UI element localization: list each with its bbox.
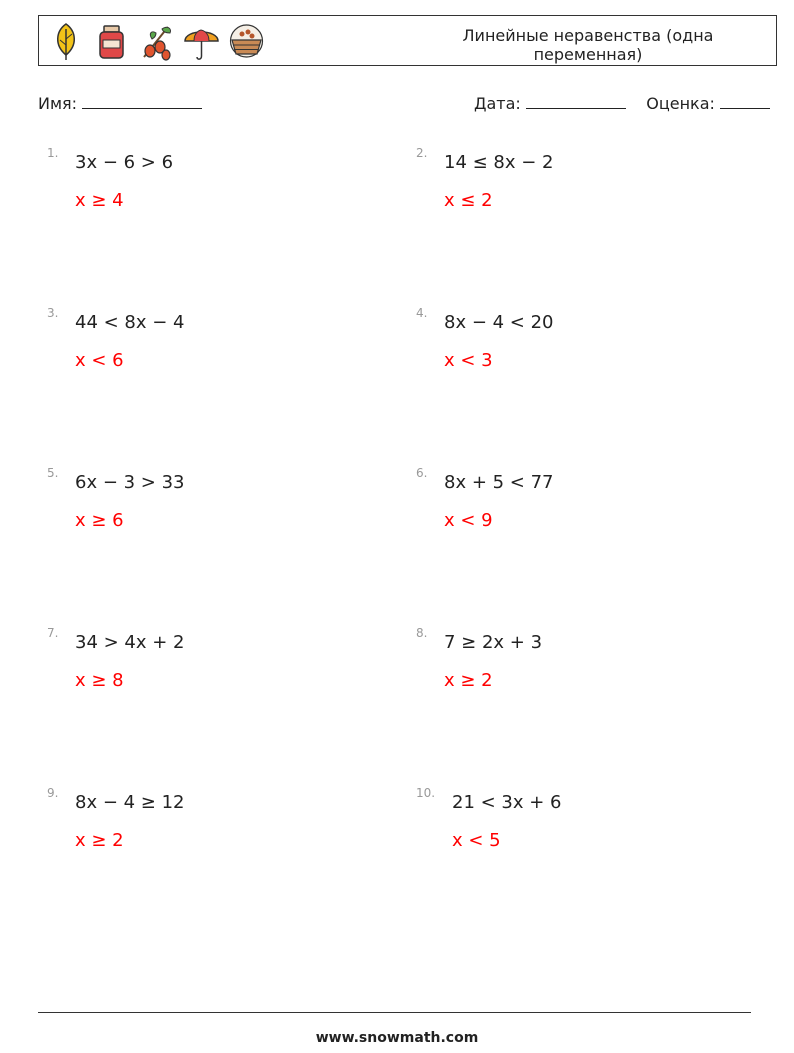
problem-answer: x ≥ 4 bbox=[75, 190, 124, 211]
problem-number: 3. bbox=[47, 306, 59, 320]
problem-5 bbox=[47, 466, 377, 586]
problem-6 bbox=[416, 466, 746, 586]
problem-number: 8. bbox=[416, 626, 428, 640]
problem-answer: x < 3 bbox=[444, 350, 493, 371]
name-field bbox=[38, 94, 202, 113]
problem-2 bbox=[416, 146, 746, 266]
problem-4 bbox=[416, 306, 746, 426]
problem-expression: 7 ≥ 2x + 3 bbox=[444, 632, 543, 653]
problem-1 bbox=[47, 146, 377, 266]
grade-label: Оценка: bbox=[646, 94, 715, 113]
worksheet-title: Линейные неравенства (одна переменная) bbox=[462, 26, 714, 64]
footer-site-link[interactable]: www.snowmath.com bbox=[315, 1030, 479, 1046]
problem-expression: 3x − 6 > 6 bbox=[75, 152, 174, 173]
problem-number: 6. bbox=[416, 466, 428, 480]
problem-expression: 6x − 3 > 33 bbox=[75, 472, 185, 493]
basket-icon bbox=[228, 21, 265, 61]
problem-answer: x ≥ 2 bbox=[75, 830, 124, 851]
problem-answer: x < 9 bbox=[444, 510, 493, 531]
problem-expression: 8x + 5 < 77 bbox=[444, 472, 554, 493]
problem-expression: 8x − 4 ≥ 12 bbox=[75, 792, 185, 813]
problem-10 bbox=[416, 786, 746, 906]
problem-answer: x < 6 bbox=[75, 350, 124, 371]
problem-number: 9. bbox=[47, 786, 59, 800]
name-blank bbox=[82, 94, 202, 109]
problem-expression: 44 < 8x − 4 bbox=[75, 312, 185, 333]
problem-expression: 34 > 4x + 2 bbox=[75, 632, 185, 653]
problem-8 bbox=[416, 626, 746, 746]
problem-answer: x ≥ 2 bbox=[444, 670, 493, 691]
problem-expression: 14 ≤ 8x − 2 bbox=[444, 152, 554, 173]
problem-number: 2. bbox=[416, 146, 428, 160]
date-blank bbox=[526, 94, 626, 109]
date-grade-fields bbox=[474, 94, 770, 113]
problem-answer: x < 5 bbox=[452, 830, 501, 851]
problem-number: 7. bbox=[47, 626, 59, 640]
problem-answer: x ≥ 8 bbox=[75, 670, 124, 691]
problem-9 bbox=[47, 786, 377, 906]
leaf-icon bbox=[48, 21, 85, 61]
header-icons bbox=[48, 21, 265, 61]
problem-7 bbox=[47, 626, 377, 746]
name-label: Имя: bbox=[38, 94, 78, 113]
worksheet-header bbox=[38, 15, 777, 66]
umbrella-icon bbox=[183, 21, 220, 61]
problem-answer: x ≤ 2 bbox=[444, 190, 493, 211]
problem-expression: 8x − 4 < 20 bbox=[444, 312, 554, 333]
problem-number: 1. bbox=[47, 146, 59, 160]
footer-divider bbox=[38, 1012, 751, 1013]
problem-expression: 21 < 3x + 6 bbox=[452, 792, 562, 813]
date-label: Дата: bbox=[473, 94, 521, 113]
problem-answer: x ≥ 6 bbox=[75, 510, 124, 531]
problem-number: 5. bbox=[47, 466, 59, 480]
problem-3 bbox=[47, 306, 377, 426]
rosehip-branch-icon bbox=[138, 21, 175, 61]
jam-jar-icon bbox=[93, 21, 130, 61]
grade-blank bbox=[720, 94, 770, 109]
problem-number: 10. bbox=[416, 786, 436, 800]
problem-number: 4. bbox=[416, 306, 428, 320]
